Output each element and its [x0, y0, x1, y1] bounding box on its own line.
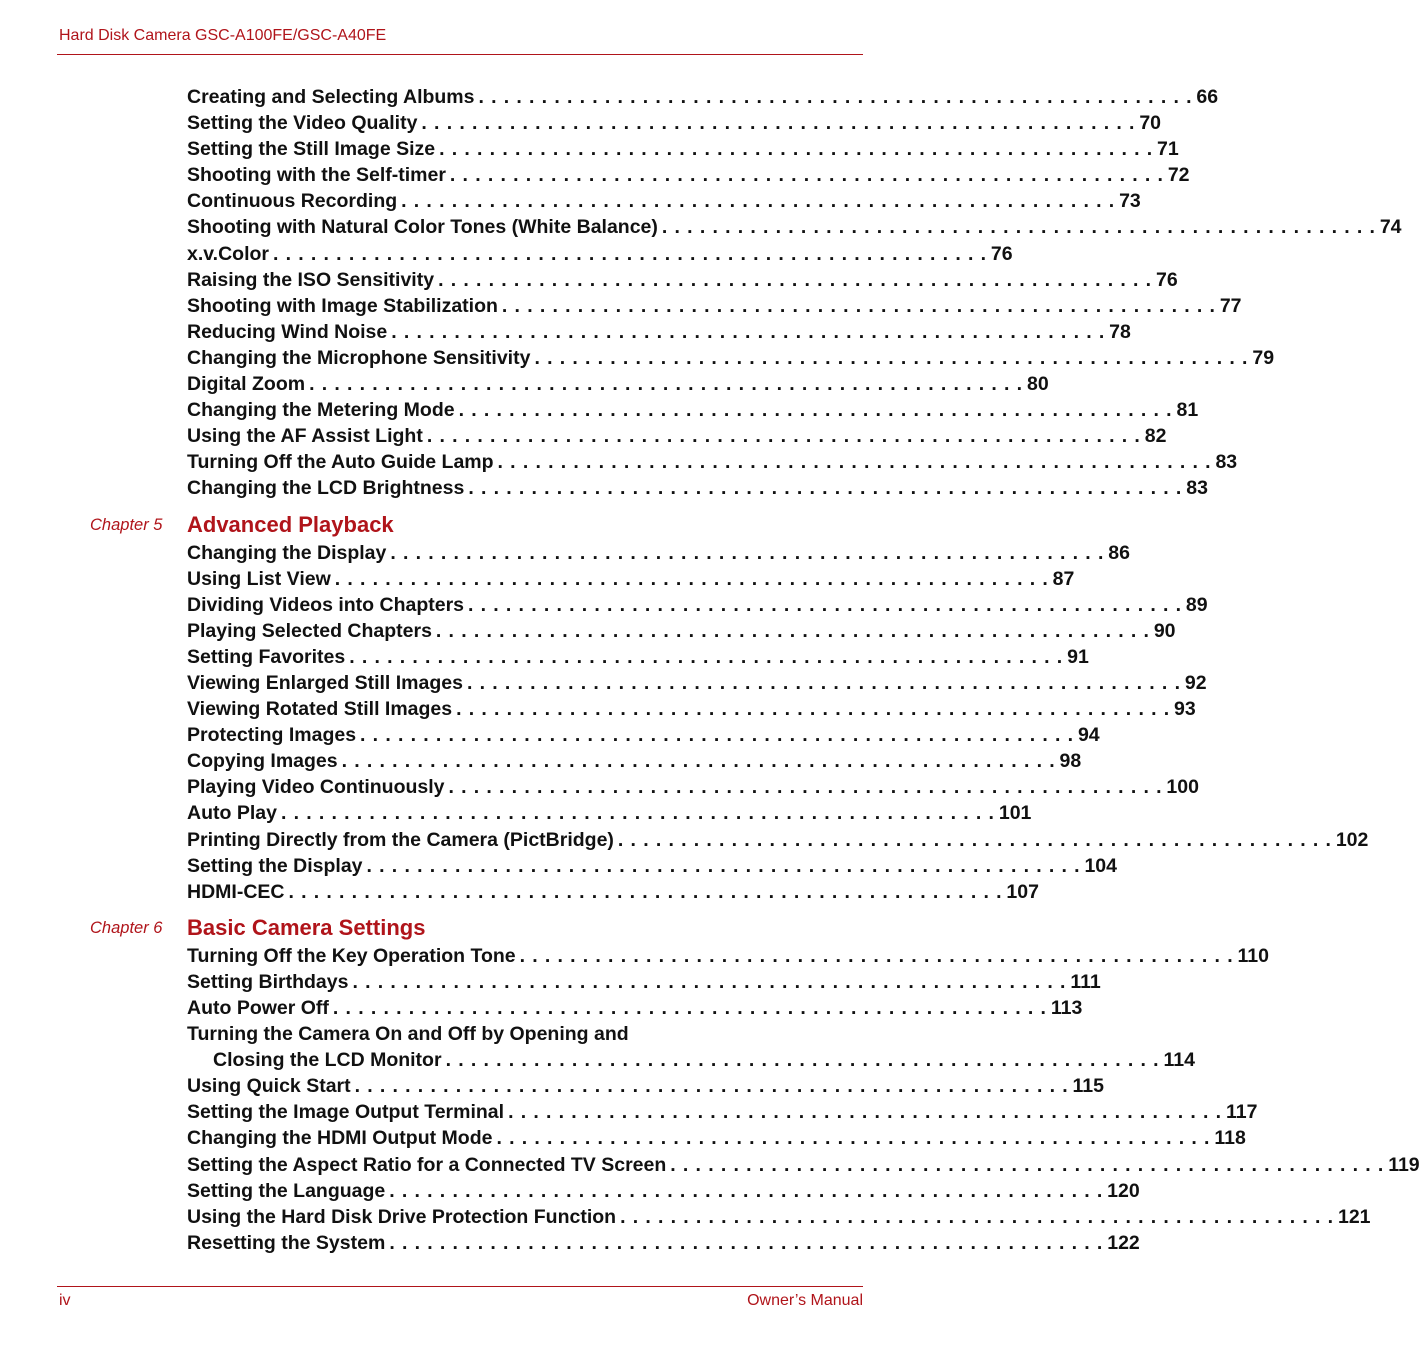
toc-entry[interactable] — [187, 449, 1238, 475]
dot-leader: . . . . . . . . . . . . . . . . . . . . . . . . . . . . . . . . . . . . . . . . . . . . . . . . . . . . . . . . . — [354, 1075, 1069, 1098]
toc-entry-page: 98 — [1059, 750, 1082, 773]
toc-entry-page: 89 — [1185, 593, 1208, 616]
dot-leader: . . . . . . . . . . . . . . . . . . . . . . . . . . . . . . . . . . . . . . . . . . . . . . . . . . . . . . . . . — [389, 1179, 1104, 1202]
toc-entry-title: Raising the ISO Sensitivity — [187, 268, 435, 291]
toc-entry[interactable] — [187, 188, 1141, 214]
running-header: Hard Disk Camera GSC-A100FE/GSC-A40FE — [59, 27, 387, 44]
dot-leader: . . . . . . . . . . . . . . . . . . . . . . . . . . . . . . . . . . . . . . . . . . . . . . . . . . . . . . . . . — [390, 541, 1105, 564]
toc-entry-title: Shooting with the Self-timer — [187, 164, 446, 187]
toc-entry-title: Auto Play — [187, 802, 277, 825]
dot-leader: . . . . . . . . . . . . . . . . . . . . . . . . . . . . . . . . . . . . . . . . . . . . . . . . . . . . . . . . . — [508, 1101, 1222, 1124]
toc-entry-title: Using the Hard Disk Drive Protection Function — [187, 1205, 617, 1228]
toc-entry-continuation[interactable] — [187, 1047, 1195, 1073]
toc-entry[interactable] — [187, 774, 1199, 800]
toc-entry-page: 83 — [1215, 451, 1238, 474]
chapter-heading — [90, 905, 863, 943]
toc-entry[interactable] — [187, 748, 1082, 774]
toc-entry[interactable] — [187, 345, 1275, 371]
toc-entry-title: Using Quick Start — [187, 1075, 351, 1098]
dot-leader: . . . . . . . . . . . . . . . . . . . . . . . . . . . . . . . . . . . . . . . . . . . . . . . . . . . . . . . . . — [391, 320, 1106, 343]
toc-entry-title: Dividing Videos into Chapters — [187, 593, 465, 616]
toc-entry-title: Changing the Display — [187, 541, 387, 564]
dot-leader: . . . . . . . . . . . . . . . . . . . . . . . . . . . . . . . . . . . . . . . . . . . . . . . . . . . . . . . . . — [466, 671, 1181, 694]
toc-entry-title: Playing Selected Chapters — [187, 619, 432, 642]
toc-entry-page: 102 — [1335, 828, 1369, 851]
dot-leader: . . . . . . . . . . . . . . . . . . . . . . . . . . . . . . . . . . . . . . . . . . . . . . . . . . . . . . . . . — [670, 1153, 1385, 1176]
dot-leader: . . . . . . . . . . . . . . . . . . . . . . . . . . . . . . . . . . . . . . . . . . . . . . . . . . . . . . . . . — [478, 86, 1193, 108]
toc-entry[interactable] — [187, 1204, 1371, 1230]
toc-entry-title: Using List View — [187, 567, 331, 590]
toc-entry[interactable] — [187, 84, 1219, 110]
toc-entry[interactable] — [187, 592, 1208, 618]
toc-entry[interactable] — [187, 696, 1196, 722]
dot-leader: . . . . . . . . . . . . . . . . . . . . . . . . . . . . . . . . . . . . . . . . . . . . . . . . . . . . . . . . . — [617, 828, 1332, 851]
toc-entry[interactable] — [187, 670, 1207, 696]
toc-entry[interactable] — [187, 1230, 1140, 1256]
dot-leader: . . . . . . . . . . . . . . . . . . . . . . . . . . . . . . . . . . . . . . . . . . . . . . . . . . . . . . . . . — [456, 698, 1171, 721]
toc-entry-page: 104 — [1084, 854, 1117, 877]
toc-entry[interactable] — [187, 162, 1190, 188]
toc-entry[interactable] — [187, 475, 1208, 501]
toc-entry-page: 78 — [1109, 320, 1131, 343]
toc-entry[interactable] — [187, 644, 1089, 670]
page-number: iv — [59, 1292, 71, 1309]
footer-rule — [57, 1286, 863, 1287]
toc-entry[interactable] — [187, 319, 1131, 345]
toc-entry[interactable] — [187, 566, 1075, 592]
dot-leader: . . . . . . . . . . . . . . . . . . . . . . . . . . . . . . . . . . . . . . . . . . . . . . . . . . . . . . . . . — [439, 138, 1154, 161]
toc-entry[interactable] — [187, 1152, 1420, 1178]
toc-entry-page: 94 — [1077, 724, 1100, 747]
toc-entry-title: Changing the Metering Mode — [187, 399, 455, 422]
toc-entry-page: 77 — [1219, 294, 1242, 317]
toc-entry[interactable] — [187, 722, 1100, 748]
dot-leader: . . . . . . . . . . . . . . . . . . . . . . . . . . . . . . . . . . . . . . . . . . . . . . . . . . . . . . . . . — [426, 425, 1141, 448]
toc-entry-page: 82 — [1144, 425, 1167, 448]
toc-entry[interactable] — [187, 136, 1179, 162]
toc-entry-title: Setting the Display — [187, 854, 363, 877]
dot-leader: . . . . . . . . . . . . . . . . . . . . . . . . . . . . . . . . . . . . . . . . . . . . . . . . . . . . . . . . . — [458, 399, 1173, 422]
toc-entry-title: Changing the HDMI Output Mode — [187, 1127, 493, 1150]
toc-entry-page: 92 — [1184, 671, 1207, 694]
toc-entry-title: Setting Favorites — [187, 645, 346, 668]
toc-entry-page: 91 — [1067, 645, 1089, 668]
toc-entry-page: 121 — [1337, 1205, 1371, 1228]
toc-entry-page: 111 — [1070, 970, 1101, 993]
toc-entry-title: Using the AF Assist Light — [187, 425, 423, 448]
toc-entry-title: Setting the Image Output Terminal — [187, 1101, 505, 1124]
toc-entry-title: Turning Off the Auto Guide Lamp — [187, 451, 494, 474]
dot-leader: . . . . . . . . . . . . . . . . . . . . . . . . . . . . . . . . . . . . . . . . . . . . . . . . . . . . . . . . . — [309, 373, 1023, 396]
toc-entry[interactable] — [187, 1125, 1246, 1151]
dot-leader: . . . . . . . . . . . . . . . . . . . . . . . . . . . . . . . . . . . . . . . . . . . . . . . . . . . . . . . . . — [332, 997, 1047, 1019]
toc-entry-title: Playing Video Continuously — [187, 776, 445, 799]
manual-name: Owner’s Manual — [747, 1292, 863, 1309]
toc-entry-page: 119 — [1388, 1153, 1420, 1176]
toc-entry-page: 90 — [1153, 619, 1176, 642]
toc-entry-page: 114 — [1163, 1049, 1195, 1072]
dot-leader: . . . . . . . . . . . . . . . . . . . . . . . . . . . . . . . . . . . . . . . . . . . . . . . . . . . . . . . . . — [661, 216, 1376, 239]
toc-entry-title: Setting the Language — [187, 1179, 386, 1202]
toc-entry-page: 100 — [1166, 776, 1199, 799]
toc-entry[interactable] — [187, 995, 1083, 1021]
dot-leader: . . . . . . . . . . . . . . . . . . . . . . . . . . . . . . . . . . . . . . . . . . . . . . . . . . . . . . . . . — [449, 164, 1164, 187]
dot-leader: . . . . . . . . . . . . . . . . . . . . . . . . . . . . . . . . . . . . . . . . . . . . . . . . . . . . . . . . . — [360, 724, 1074, 747]
toc-entry[interactable] — [187, 1178, 1140, 1204]
toc-entry-page: 117 — [1225, 1101, 1258, 1124]
toc-entry[interactable] — [187, 293, 1242, 319]
toc-entry-title: Viewing Rotated Still Images — [187, 698, 453, 721]
dot-leader: . . . . . . . . . . . . . . . . . . . . . . . . . . . . . . . . . . . . . . . . . . . . . . . . . . . . . . . . . — [438, 268, 1152, 291]
toc-entry[interactable] — [187, 241, 1013, 267]
toc-entry-page: 70 — [1139, 112, 1162, 135]
toc-entry-page: 107 — [1006, 880, 1039, 903]
dot-leader: . . . . . . . . . . . . . . . . . . . . . . . . . . . . . . . . . . . . . . . . . . . . . . . . . . . . . . . . . — [273, 242, 987, 265]
dot-leader: . . . . . . . . . . . . . . . . . . . . . . . . . . . . . . . . . . . . . . . . . . . . . . . . . . . . . . . . . — [401, 190, 1116, 213]
chapter-title[interactable]: Basic Camera Settings — [187, 914, 426, 940]
toc-entry-page: 86 — [1108, 541, 1130, 564]
toc-entry[interactable] — [187, 1099, 1258, 1125]
dot-leader: . . . . . . . . . . . . . . . . . . . . . . . . . . . . . . . . . . . . . . . . . . . . . . . . . . . . . . . . . — [349, 645, 1064, 668]
toc-entry-title: Changing the LCD Brightness — [187, 477, 465, 500]
toc-entry-page: 115 — [1072, 1075, 1104, 1098]
dot-leader: . . . . . . . . . . . . . . . . . . . . . . . . . . . . . . . . . . . . . . . . . . . . . . . . . . . . . . . . . — [445, 1049, 1160, 1072]
toc-entry-title: Continuous Recording — [187, 190, 398, 213]
toc-entry[interactable] — [187, 853, 1117, 879]
toc-entry-title: Setting the Still Image Size — [187, 138, 436, 161]
toc-entry-page: 66 — [1196, 86, 1219, 108]
dot-leader: . . . . . . . . . . . . . . . . . . . . . . . . . . . . . . . . . . . . . . . . . . . . . . . . . . . . . . . . . — [468, 593, 1182, 616]
toc-entry-title: Setting Birthdays — [187, 970, 349, 993]
toc-entry-title: Shooting with Natural Color Tones (White Balance) — [187, 216, 658, 239]
toc-entry-title: Shooting with Image Stabilization — [187, 294, 498, 317]
toc-entry-title: Closing the LCD Monitor — [213, 1049, 442, 1072]
toc-entry-title: Printing Directly from the Camera (PictBridge) — [187, 828, 614, 851]
dot-leader: . . . . . . . . . . . . . . . . . . . . . . . . . . . . . . . . . . . . . . . . . . . . . . . . . . . . . . . . . — [341, 750, 1056, 773]
toc-entry-title: Setting the Aspect Ratio for a Connected TV Screen — [187, 1153, 667, 1176]
toc-entry[interactable] — [187, 423, 1167, 449]
dot-leader: . . . . . . . . . . . . . . . . . . . . . . . . . . . . . . . . . . . . . . . . . . . . . . . . . . . . . . . . . — [534, 346, 1249, 369]
toc-entry-title: x.v.Color — [187, 242, 269, 265]
toc-entry-title: Turning the Camera On and Off by Opening and — [187, 1023, 629, 1046]
dot-leader: . . . . . . . . . . . . . . . . . . . . . . . . . . . . . . . . . . . . . . . . . . . . . . . . . . . . . . . . . — [366, 854, 1081, 877]
toc-entry[interactable] — [187, 267, 1178, 293]
toc-entry[interactable] — [187, 371, 1049, 397]
dot-leader: . . . . . . . . . . . . . . . . . . . . . . . . . . . . . . . . . . . . . . . . . . . . . . . . . . . . . . . . . — [497, 451, 1212, 474]
toc-entry-page: 110 — [1237, 944, 1269, 967]
toc-entry[interactable] — [187, 110, 1162, 136]
toc-entry-title: Viewing Enlarged Still Images — [187, 671, 463, 694]
toc-entry-title: Protecting Images — [187, 724, 357, 747]
toc-entry[interactable] — [187, 1021, 863, 1047]
toc-entry-page: 93 — [1174, 698, 1196, 721]
dot-leader: . . . . . . . . . . . . . . . . . . . . . . . . . . . . . . . . . . . . . . . . . . . . . . . . . . . . . . . . . — [501, 294, 1216, 317]
toc-entry-page: 74 — [1379, 216, 1402, 239]
toc-entry-title: Resetting the System — [187, 1231, 386, 1254]
toc-entry-title: Copying Images — [187, 750, 338, 773]
toc-entry-page: 113 — [1050, 997, 1083, 1019]
toc-entry-page: 80 — [1026, 373, 1049, 396]
toc-entry-title: Digital Zoom — [187, 373, 306, 396]
toc-entry-page: 76 — [1155, 268, 1178, 291]
toc-entry-title: Changing the Microphone Sensitivity — [187, 346, 531, 369]
toc-entry-title: Turning Off the Key Operation Tone — [187, 944, 516, 967]
toc-entry-page: 118 — [1214, 1127, 1246, 1150]
header-rule — [57, 54, 863, 55]
toc-entry-page: 83 — [1186, 477, 1208, 500]
chapter-title[interactable]: Advanced Playback — [187, 511, 394, 537]
dot-leader: . . . . . . . . . . . . . . . . . . . . . . . . . . . . . . . . . . . . . . . . . . . . . . . . . . . . . . . . . — [280, 802, 995, 825]
toc-entry-title: HDMI-CEC — [187, 880, 285, 903]
toc-entry[interactable] — [187, 1073, 1104, 1099]
dot-leader: . . . . . . . . . . . . . . . . . . . . . . . . . . . . . . . . . . . . . . . . . . . . . . . . . . . . . . . . . — [468, 477, 1183, 500]
dot-leader: . . . . . . . . . . . . . . . . . . . . . . . . . . . . . . . . . . . . . . . . . . . . . . . . . . . . . . . . . — [352, 970, 1067, 993]
toc-entry-page: 72 — [1167, 164, 1190, 187]
toc-entry[interactable] — [187, 879, 1039, 905]
toc-entry[interactable] — [187, 397, 1199, 423]
toc-entry-title: Setting the Video Quality — [187, 112, 418, 135]
chapter-label: Chapter 5 — [90, 515, 163, 534]
toc-entry-page: 101 — [998, 802, 1032, 825]
dot-leader: . . . . . . . . . . . . . . . . . . . . . . . . . . . . . . . . . . . . . . . . . . . . . . . . . . . . . . . . . — [288, 880, 1003, 903]
dot-leader: . . . . . . . . . . . . . . . . . . . . . . . . . . . . . . . . . . . . . . . . . . . . . . . . . . . . . . . . . — [519, 944, 1234, 967]
chapter-label: Chapter 6 — [90, 918, 163, 937]
toc-entry-page: 87 — [1052, 567, 1075, 590]
toc-entry-title: Reducing Wind Noise — [187, 320, 388, 343]
dot-leader: . . . . . . . . . . . . . . . . . . . . . . . . . . . . . . . . . . . . . . . . . . . . . . . . . . . . . . . . . — [389, 1231, 1104, 1254]
toc-entry-page: 73 — [1119, 190, 1141, 213]
toc-entry[interactable] — [187, 969, 1101, 995]
toc-entry-page: 79 — [1252, 346, 1275, 369]
dot-leader: . . . . . . . . . . . . . . . . . . . . . . . . . . . . . . . . . . . . . . . . . . . . . . . . . . . . . . . . . — [334, 567, 1049, 590]
dot-leader: . . . . . . . . . . . . . . . . . . . . . . . . . . . . . . . . . . . . . . . . . . . . . . . . . . . . . . . . . — [620, 1205, 1334, 1228]
toc-entry-page: 120 — [1107, 1179, 1140, 1202]
table-of-contents — [90, 84, 1420, 1256]
toc-entry-title: Auto Power Off — [187, 997, 329, 1019]
toc-entry-page: 76 — [990, 242, 1013, 265]
dot-leader: . . . . . . . . . . . . . . . . . . . . . . . . . . . . . . . . . . . . . . . . . . . . . . . . . . . . . . . . . — [496, 1127, 1211, 1150]
toc-entry-page: 71 — [1157, 138, 1179, 161]
toc-entry[interactable] — [187, 618, 1176, 644]
toc-entry[interactable] — [187, 214, 1402, 240]
toc-entry[interactable] — [187, 800, 1032, 826]
toc-entry[interactable] — [187, 540, 1130, 566]
chapter-heading — [90, 502, 863, 540]
dot-leader: . . . . . . . . . . . . . . . . . . . . . . . . . . . . . . . . . . . . . . . . . . . . . . . . . . . . . . . . . — [448, 776, 1163, 799]
toc-entry[interactable] — [187, 827, 1369, 853]
dot-leader: . . . . . . . . . . . . . . . . . . . . . . . . . . . . . . . . . . . . . . . . . . . . . . . . . . . . . . . . . — [435, 619, 1150, 642]
toc-entry-title: Creating and Selecting Albums — [187, 86, 475, 108]
toc-entry[interactable] — [187, 943, 1269, 969]
toc-entry-page: 81 — [1176, 399, 1199, 422]
dot-leader: . . . . . . . . . . . . . . . . . . . . . . . . . . . . . . . . . . . . . . . . . . . . . . . . . . . . . . . . . — [421, 112, 1136, 135]
toc-entry-page: 122 — [1107, 1231, 1140, 1254]
